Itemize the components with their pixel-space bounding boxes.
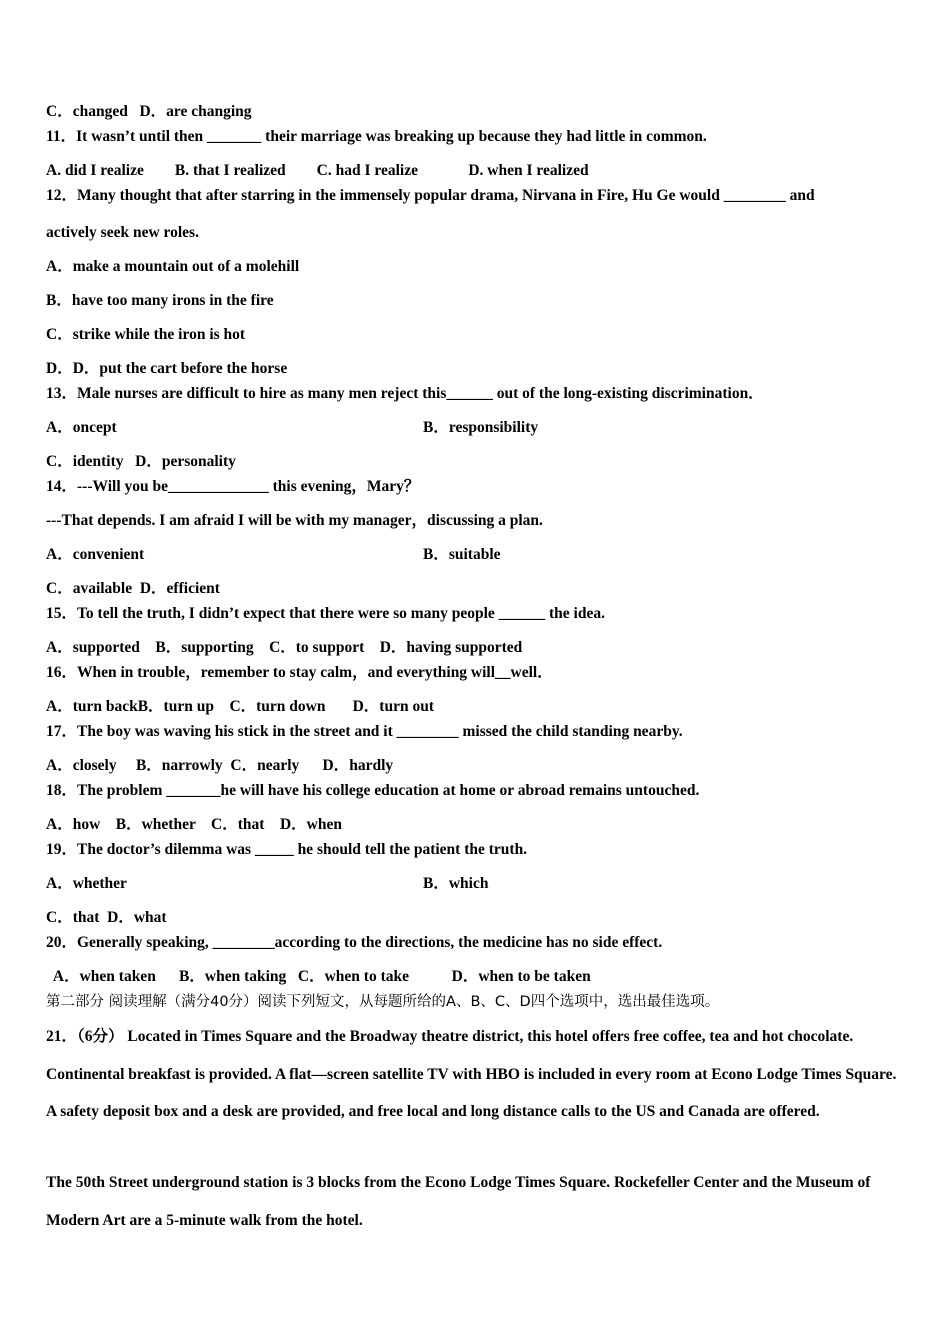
q17-options: A．closely B．narrowly C．nearly D．hardly: [46, 757, 394, 774]
q16-stem: 16．When in trouble，remember to stay calm，and everything will__well．: [46, 664, 553, 681]
section-heading: 第二部分 阅读理解（满分40分）阅读下列短文，从每题所给的A、B、C、D四个选项中，选出最佳选项。: [46, 994, 720, 1010]
q19-options-cd: C．that D．what: [46, 909, 167, 926]
q17-stem: 17．The boy was waving his stick in the street and it ________ missed the child standing nearby.: [46, 723, 683, 740]
q14-options-cd: C．available D．efficient: [46, 580, 220, 597]
q19-option-b: B．which: [423, 875, 489, 892]
q18-stem: 18．The problem _______he will have his college education at home or abroad remains untouched.: [46, 782, 700, 799]
q15-options: A．supported B．supporting C．to support D．having supported: [46, 639, 523, 656]
q13-option-a: A．oncept: [46, 419, 117, 436]
q12-stem-cont: actively seek new roles.: [46, 224, 199, 241]
q14-stem-reply: ---That depends. I am afraid I will be with my manager，discussing a plan.: [46, 512, 543, 529]
q12-stem: 12．Many thought that after starring in the immensely popular drama, Nirvana in Fire, Hu Ge would ________ and: [46, 187, 815, 204]
q13-options-cd: C．identity D．personality: [46, 453, 236, 470]
q13-stem: 13．Male nurses are difficult to hire as many men reject this______ out of the long-existing discrimination．: [46, 385, 764, 402]
q12-option-d: D．D．put the cart before the horse: [46, 360, 288, 377]
q19-option-a: A．whether: [46, 875, 127, 892]
q15-stem: 15．To tell the truth, I didn’t expect that there were so many people ______ the idea.: [46, 605, 605, 622]
q12-option-c: C．strike while the iron is hot: [46, 326, 246, 343]
q16-options: A．turn backB．turn up C．turn down D．turn out: [46, 698, 434, 715]
q14-options-ab: [46, 545, 501, 565]
q14-stem: 14．---Will you be_____________ this evening，Mary？: [46, 478, 420, 495]
q10-options-cd: C．changed D．are changing: [46, 103, 252, 120]
q20-stem: 20．Generally speaking, ________according to the directions, the medicine has no side effect.: [46, 934, 663, 951]
q14-option-a: A．convenient: [46, 546, 145, 563]
passage-paragraph-1: 21．（6分） Located in Times Square and the Broadway theatre district, this hotel offers free coffee, tea and hot chocolate. Continental breakfast is provided. A flat—screen satellite TV with HBO is included in every room at Econo Lodge Times Square. A safety deposit box and a desk are provided, and free local and long distance calls to the US and Canada are offered.: [46, 1028, 897, 1120]
q11-options: A. did I realize B. that I realized C. had I realize D. when I realized: [46, 162, 589, 179]
q13-option-b: B．responsibility: [423, 419, 539, 436]
q18-options: A．how B．whether C．that D．when: [46, 816, 342, 833]
passage-paragraph-2: The 50th Street underground station is 3 blocks from the Econo Lodge Times Square. Rockefeller Center and the Museum of Modern Art are a 5-minute walk from the hotel.: [46, 1174, 871, 1229]
q14-option-b: B．suitable: [423, 546, 501, 563]
q11-stem: 11．It wasn’t until then _______ their marriage was breaking up because they had little in common.: [46, 128, 707, 145]
q13-options-ab: [46, 418, 539, 438]
q12-option-b: B．have too many irons in the fire: [46, 292, 274, 309]
q12-option-a: A．make a mountain out of a molehill: [46, 258, 300, 275]
q19-stem: 19．The doctor’s dilemma was _____ he should tell the patient the truth.: [46, 841, 528, 858]
q20-options: A．when taken B．when taking C．when to take D．when to be taken: [46, 968, 591, 985]
q19-options-ab: [46, 874, 489, 894]
